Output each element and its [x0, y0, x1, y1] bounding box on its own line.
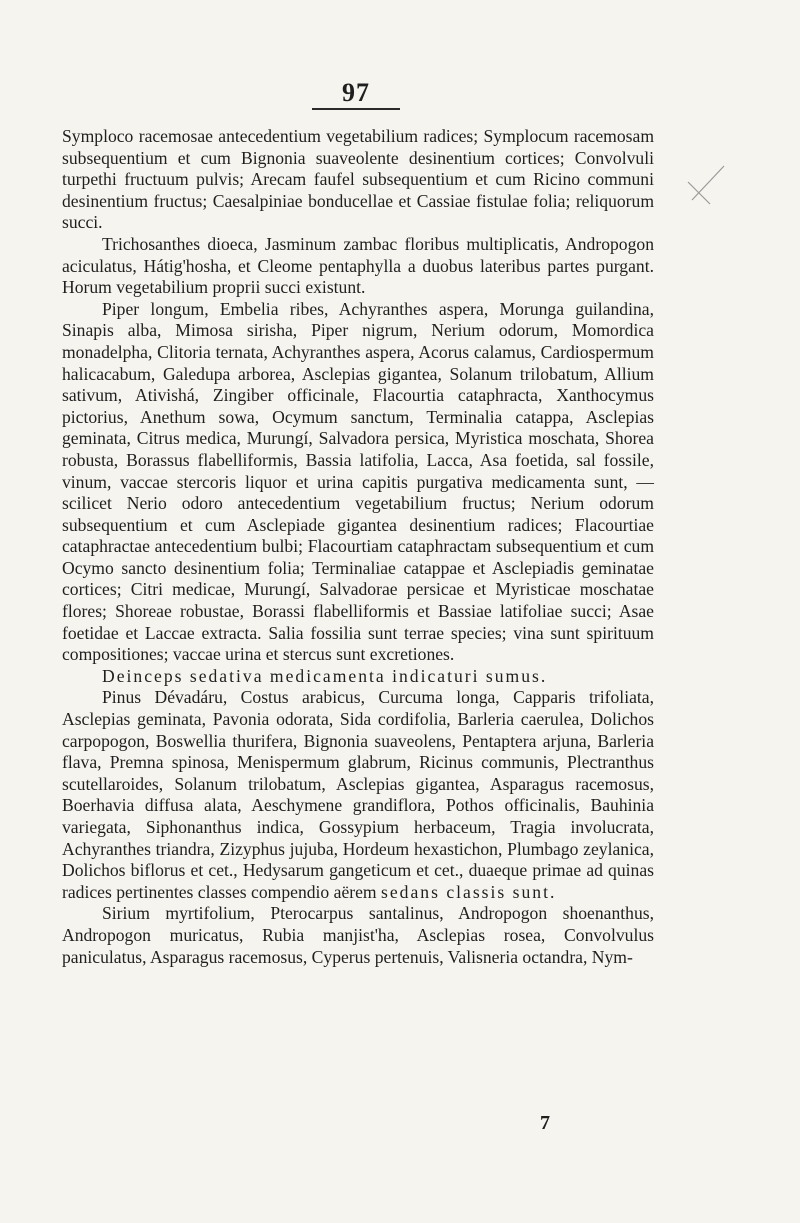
paragraph-2: Trichosanthes dioeca, Jasminum zambac floribus multiplicatis, Andropogon aciculatus, Hátig'hosha, et Cleome pentaphylla a duobus lateribus partes purgant. Horum vegetabilium proprii succi existunt.: [62, 233, 654, 298]
sedativa-heading: Deinceps sedativa medicamenta indicaturi sumus.: [102, 665, 548, 686]
page-number: 97: [342, 78, 370, 107]
paragraph-sedativa: [62, 687, 654, 903]
margin-pencil-mark: [680, 160, 730, 210]
paragraph-1: Symploco racemosae antecedentium vegetabilium radices; Symplocum racemosam subsequentium et cum Bignonia suaveolente desinentium cortices; Convolvuli turpethi fructuum pulvis; Arecam faufel subsequentium et cum Ricino communi desinentium fructus; Caesalpiniae bonducellae et Cassiae fistulae folia; reliquorum succi.: [62, 126, 654, 233]
sedativa-list: Pinus Dévadáru, Costus arabicus, Curcuma longa, Capparis trifoliata, Asclepias geminata, Pavonia odorata, Sida cordifolia, Barleria caerulea, Dolichos carpopogon, Boswellia thurifera, Bignonia suaveolens, Pentaptera arjuna, Barleria flava, Premna spinosa, Menispermum glabrum, Ricinus communis, Plectranthus scutellaroides, Solanum trilobatum, Asclepias gigantea, Asparagus racemosus, Boerhavia diffusa alata, Aeschymene grandiflora, Pothos officinalis, Bauhinia variegata, Siphonanthus indica, Gossypium herbaceum, Tragia involucrata, Achyranthes triandra, Zizyphus jujuba, Hordeum hexastichon, Plumbago zeylanica, Dolichos biflorus et cet., Hedysarum gangeticum et cet., duaeque primae ad quinas radices pertinentes classes compendio aërem: [62, 687, 654, 902]
page-number-rule: [312, 108, 400, 110]
signature-mark: 7: [540, 1112, 550, 1134]
body-text: [62, 126, 654, 968]
sedativa-tail: sedans classis sunt.: [381, 881, 557, 902]
paragraph-3: Piper longum, Embelia ribes, Achyranthes aspera, Morunga guilandina, Sinapis alba, Mimosa sirisha, Piper nigrum, Nerium odorum, Momordica monadelpha, Clitoria ternata, Achyranthes aspera, Acorus calamus, Cardiospermum halicacabum, Galedupa arborea, Asclepias gigantea, Solanum trilobatum, Allium sativum, Ativishá, Zingiber officinale, Flacourtia cataphracta, Xanthocymus pictorius, Anethum sowa, Ocymum sanctum, Terminalia catappa, Asclepias geminata, Citrus medica, Murungí, Salvadora persica, Myristica moschata, Shorea robusta, Borassus flabelliformis, Bassia latifolia, Lacca, Asa foetida, sal fossile, vinum, vaccae stercoris liquor et urina capitis purgativa medicamenta sunt, — scilicet Nerio odoro antecedentium vegetabilium fructus; Nerium odorum subsequentium et cum Asclepiade gigantea desinentium radices; Flacourtiae cataphractae antecedentium bulbi; Flacourtiam cataphractam subsequentium et cum Ocymo sancto desinentium folia; Terminaliae catappae et Asclepiadis geminatae cortices; Citri medicae, Murungí, Salvadorae persicae et Myristicae moschatae flores; Shoreae robustae, Borassi flabelliformis et Bassiae latifoliae succi; Asae foetidae et Laccae extracta. Salia fossilia sunt terrae species; vina sunt spirituum compositiones; vaccae urina et stercus sunt excretiones.: [62, 298, 654, 665]
paragraph-last: Sirium myrtifolium, Pterocarpus santalinus, Andropogon shoenanthus, Andropogon muricatus, Rubia manjist'ha, Asclepias rosea, Convolvulus paniculatus, Asparagus racemosus, Cyperus pertenuis, Valisneria octandra, Nym-: [62, 903, 654, 967]
